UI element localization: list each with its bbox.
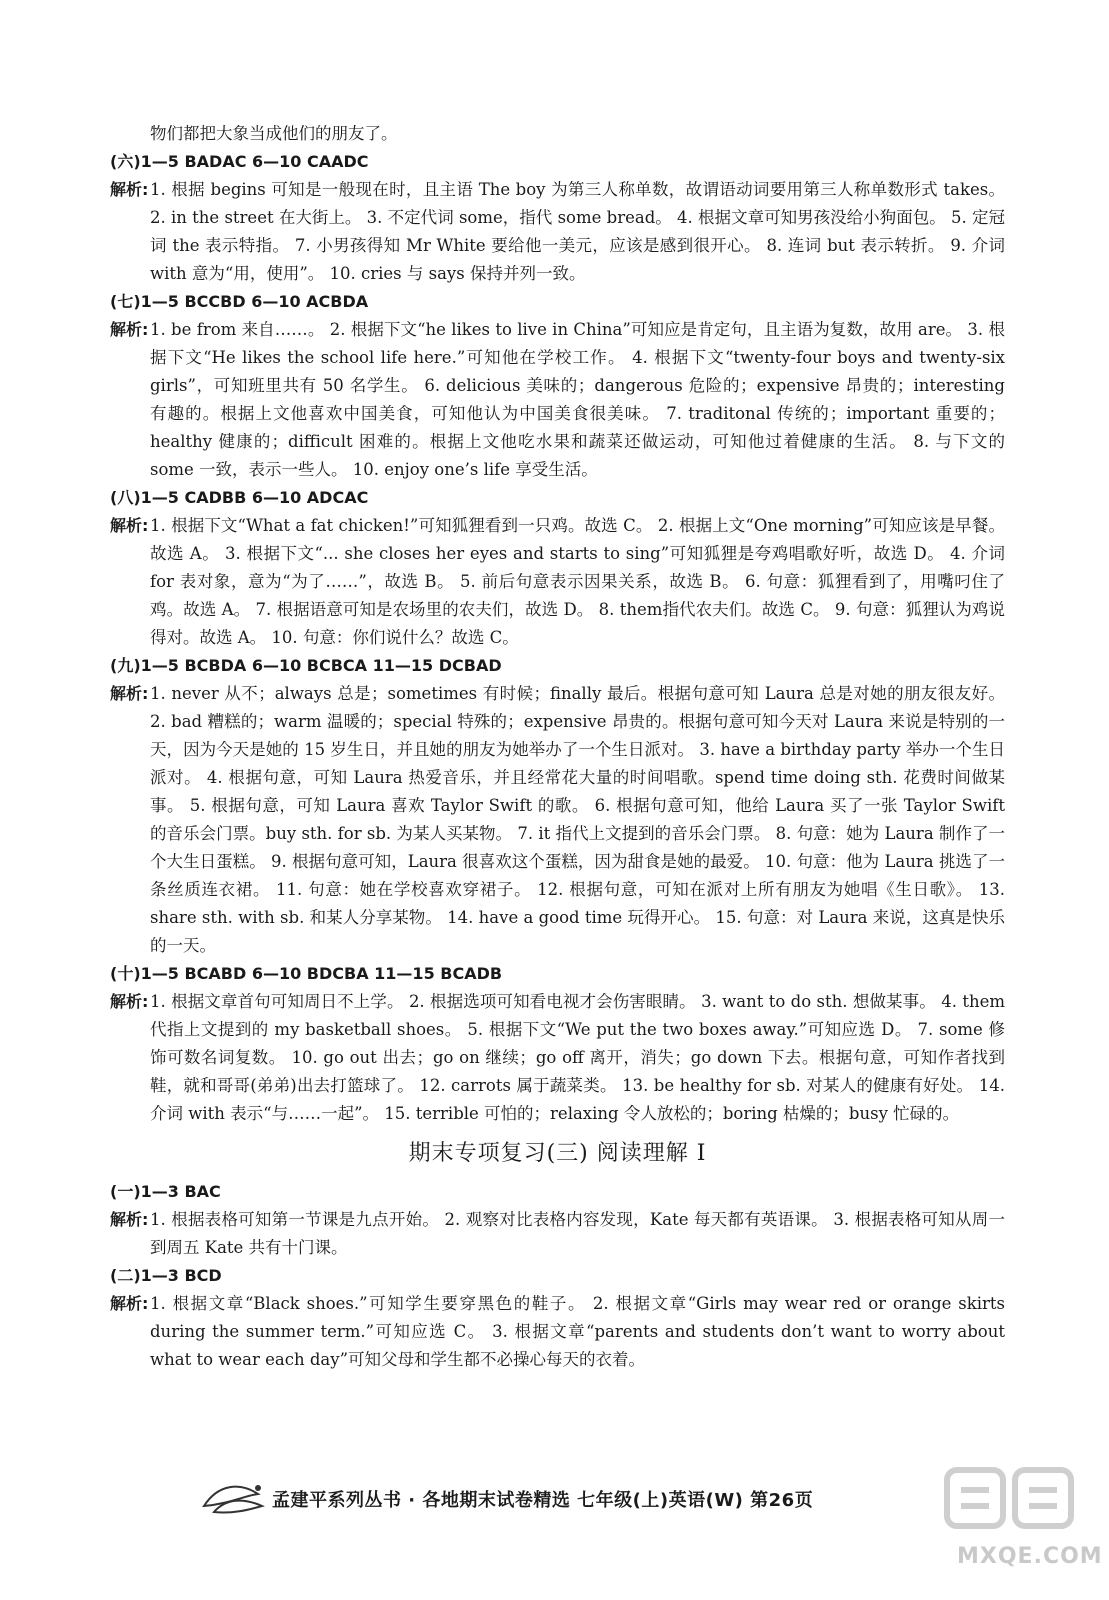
- answer-block: [110, 484, 1005, 652]
- answer-block: [110, 288, 1005, 484]
- answer-sections-2: [110, 1178, 1005, 1374]
- intro-line: 物们都把大象当成他们的朋友了。: [150, 124, 398, 143]
- explanation-text: 1. never 从不；always 总是；sometimes 有时候；finally 最后。根据句意可知 Laura 总是对她的朋友很友好。 2. bad 糟糕的；warm 温暖的；special 特殊的；expensive 昂贵的。根据句意可知今天对 Laura 来说是特别的一天，因为今天是她的 15 岁生日，并且她的朋友为她举办了一个生日派对。 3. have a birthday party 举办一个生日派对。 4. 根据句意，可知 Laura 热爱音乐，并且经常花大量的时间唱歌。spend time doing sth. 花费时间做某事。 5. 根据句意，可知 Laura 喜欢 Taylor Swift 的歌。 6. 根据句意可知，他给 Laura 买了一张 Taylor Swift 的音乐会门票。buy sth. for sb. 为某人买某物。 7. it 指代上文提到的音乐会门票。 8. 句意：她为 Laura 制作了一个大生日蛋糕。 9. 根据句意可知，Laura 很喜欢这个蛋糕，因为甜食是她的最爱。 10. 句意：他为 Laura 挑选了一条丝质连衣裙。 11. 句意：她在学校喜欢穿裙子。 12. 根据句意，可知在派对上所有朋友为她唱《生日歌》。 13. share sth. with sb. 和某人分享某物。 14. have a good time 玩得开心。 15. 句意：对 Laura 来说，这真是快乐的一天。: [150, 684, 1005, 955]
- answer-sections: [110, 148, 1005, 1128]
- explanation: [110, 316, 1005, 484]
- explanation: [110, 1206, 1005, 1262]
- leaf-logo-icon: [200, 1476, 270, 1520]
- answer-block: [110, 1262, 1005, 1374]
- explanation-label: 解析:: [110, 1210, 149, 1229]
- explanation-label: 解析:: [110, 992, 149, 1011]
- answer-key-line: (六)1—5 BADAC 6—10 CAADC: [110, 152, 369, 171]
- answer-block: [110, 652, 1005, 960]
- answer-key-line: (二)1—3 BCD: [110, 1266, 222, 1285]
- explanation: [110, 680, 1005, 960]
- explanation-label: 解析:: [110, 516, 149, 535]
- watermark: [937, 1460, 1103, 1580]
- explanation-text: 1. 根据表格可知第一节课是九点开始。 2. 观察对比表格内容发现，Kate 每天都有英语课。 3. 根据表格可知从周一到周五 Kate 共有十门课。: [150, 1210, 1005, 1257]
- explanation: [110, 512, 1005, 652]
- explanation-text: 1. 根据 begins 可知是一般现在时，且主语 The boy 为第三人称单数，故谓语动词要用第三人称单数形式 takes。 2. in the street 在大街上。 3. 不定代词 some，指代 some bread。 4. 根据文章可知男孩没给小狗面包。 5. 定冠词 the 表示特指。 7. 小男孩得知 Mr White 要给他一美元，应该是感到很开心。 8. 连词 but 表示转折。 9. 介词 with 意为“用，使用”。 10. cries 与 says 保持并列一致。: [150, 180, 1005, 283]
- explanation-text: 1. 根据下文“What a fat chicken!”可知狐狸看到一只鸡。故选 C。 2. 根据上文“One morning”可知应该是早餐。故选 A。 3. 根据下文“... she closes her eyes and starts to sing”可知狐狸是夸鸡唱歌好听，故选 D。 4. 介词 for 表对象，意为“为了……”，故选 B。 5. 前后句意表示因果关系，故选 B。 6. 句意：狐狸看到了，用嘴叼住了鸡。故选 A。 7. 根据语意可知是农场里的农夫们，故选 D。 8. them指代农夫们。故选 C。 9. 句意：狐狸认为鸡说得对。故选 A。 10. 句意：你们说什么？故选 C。: [150, 516, 1005, 647]
- answer-block: [110, 148, 1005, 288]
- answer-block: [110, 960, 1005, 1128]
- answer-key-line: (一)1—3 BAC: [110, 1182, 221, 1201]
- answer-key-line: (八)1—5 CADBB 6—10 ADCAC: [110, 488, 369, 507]
- explanation-text: 1. 根据文章“Black shoes.”可知学生要穿黑色的鞋子。 2. 根据文章“Girls may wear red or orange skirts during the summer term.”可知应选 C。 3. 根据文章“parents and students don’t want to worry about what to wear each day”可知父母和学生都不必操心每天的衣着。: [150, 1294, 1005, 1369]
- watermark-logo-icon: [937, 1460, 1087, 1544]
- explanation-label: 解析:: [110, 180, 149, 199]
- answer-block: [110, 1178, 1005, 1262]
- explanation-text: 1. 根据文章首句可知周日不上学。 2. 根据选项可知看电视才会伤害眼睛。 3. want to do sth. 想做某事。 4. them 代指上文提到的 my basketball shoes。 5. 根据下文“We put the two boxes away.”可知应选 D。 7. some 修饰可数名词复数。 10. go out 出去；go on 继续；go off 离开，消失；go down 下去。根据句意，可知作者找到鞋，就和哥哥(弟弟)出去打篮球了。 12. carrots 属于蔬菜类。 13. be healthy for sb. 对某人的健康有好处。 14. 介词 with 表示“与……一起”。 15. terrible 可怕的；relaxing 令人放松的；boring 枯燥的；busy 忙碌的。: [150, 992, 1005, 1123]
- section-title: 期末专项复习(三) 阅读理解 I: [408, 1141, 707, 1166]
- footer-text: 孟建平系列丛书 · 各地期末试卷精选 七年级(上)英语(W) 第26页: [272, 1490, 814, 1511]
- explanation: [110, 176, 1005, 288]
- explanation-label: 解析:: [110, 1294, 149, 1313]
- watermark-text: MXQE.COM: [957, 1544, 1103, 1569]
- answer-page: [110, 120, 1005, 1374]
- answer-key-line: (十)1—5 BCABD 6—10 BDCBA 11—15 BCADB: [110, 964, 503, 983]
- answer-key-line: (七)1—5 BCCBD 6—10 ACBDA: [110, 292, 369, 311]
- explanation-label: 解析:: [110, 320, 149, 339]
- explanation: [110, 988, 1005, 1128]
- explanation-label: 解析:: [110, 684, 149, 703]
- answer-key-line: (九)1—5 BCBDA 6—10 BCBCA 11—15 DCBAD: [110, 656, 502, 675]
- explanation-text: 1. be from 来自……。 2. 根据下文“he likes to live in China”可知应是肯定句，且主语为复数，故用 are。 3. 根据下文“He likes the school life here.”可知他在学校工作。 4. 根据下文“twenty-four boys and twenty-six girls”，可知班里共有 50 名学生。 6. delicious 美味的；dangerous 危险的；expensive 昂贵的；interesting 有趣的。根据上文他喜欢中国美食，可知他认为中国美食很美味。 7. traditonal 传统的；important 重要的；healthy 健康的；difficult 困难的。根据上文他吃水果和蔬菜还做运动，可知他过着健康的生活。 8. 与下文的 some 一致，表示一些人。 10. enjoy one’s life 享受生活。: [150, 320, 1005, 479]
- explanation: [110, 1290, 1005, 1374]
